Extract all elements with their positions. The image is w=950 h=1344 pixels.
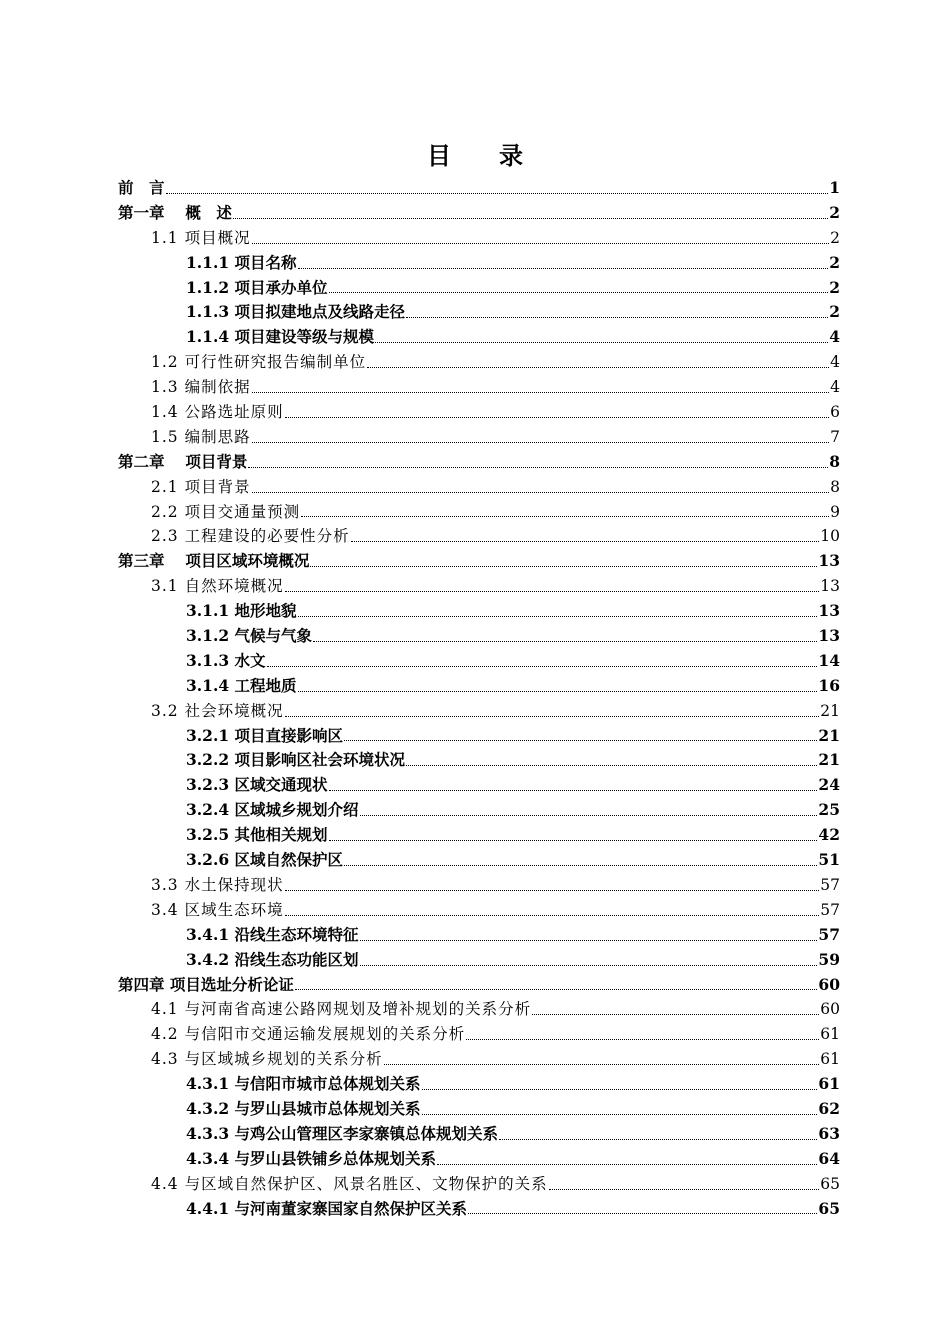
- toc-entry-page: 63: [818, 1123, 840, 1143]
- toc-entry-page: 57: [820, 900, 840, 919]
- toc-entry-page: 60: [818, 974, 840, 994]
- toc-entry-label: 4.3.3 与鸡公山管理区李家寨镇总体规划关系: [186, 1123, 499, 1143]
- toc-entry-page: 61: [820, 1050, 840, 1069]
- dot-leader: [298, 691, 818, 692]
- toc-entry-page: 61: [818, 1074, 840, 1094]
- toc-entry[interactable]: [118, 1172, 840, 1197]
- toc-entry-page: 2: [829, 252, 840, 272]
- toc-entry-label: 1.1.4 项目建设等级与规模: [186, 327, 375, 347]
- toc-entry-label: 1.1 项目概况: [151, 228, 251, 247]
- dot-leader: [329, 790, 818, 791]
- toc-entry-page: 60: [820, 1000, 840, 1019]
- dot-leader: [298, 268, 829, 269]
- dot-leader: [295, 989, 818, 990]
- toc-entry[interactable]: [118, 475, 840, 500]
- toc-entry-page: 14: [818, 650, 840, 670]
- toc-entry[interactable]: [118, 699, 840, 724]
- toc-entry-label: 1.4 公路选址原则: [151, 403, 284, 422]
- dot-leader: [329, 292, 829, 293]
- dot-leader: [248, 467, 828, 468]
- toc-entry-label: 4.3.4 与罗山县铁铺乡总体规划关系: [186, 1148, 437, 1168]
- toc-entry-page: 62: [818, 1098, 840, 1118]
- toc-entry-label: 3.1.2 气候与气象: [186, 626, 313, 646]
- toc-entry[interactable]: [118, 350, 840, 375]
- toc-entry-page: 10: [820, 527, 840, 546]
- toc-entry-page: 8: [830, 477, 840, 496]
- toc-entry-label: 3.1.4 工程地质: [186, 675, 297, 695]
- toc-entry-label: 3.2.3 区域交通现状: [186, 775, 328, 795]
- dot-leader: [351, 541, 820, 542]
- toc-entry-label: 第一章 概 述: [118, 202, 232, 222]
- toc-entry[interactable]: [118, 724, 840, 749]
- toc-entry-page: 21: [818, 725, 840, 745]
- toc-entry-page: 2: [829, 202, 840, 222]
- toc-entry-label: 2.1 项目背景: [151, 477, 251, 496]
- toc-entry[interactable]: [118, 300, 840, 325]
- toc-entry[interactable]: [118, 798, 840, 823]
- dot-leader: [344, 865, 817, 866]
- toc-entry-page: 64: [818, 1148, 840, 1168]
- toc-entry-page: 65: [818, 1198, 840, 1218]
- toc-entry-label: 3.2.4 区域城乡规划介绍: [186, 800, 359, 820]
- toc-entry-label: 3.3 水土保持现状: [151, 875, 284, 894]
- toc-entry[interactable]: [118, 873, 840, 898]
- toc-entry[interactable]: [118, 773, 840, 798]
- toc-entry-page: 51: [818, 850, 840, 870]
- toc-entry[interactable]: [118, 500, 840, 525]
- dot-leader: [437, 1164, 817, 1165]
- toc-entry-label: 1.1.1 项目名称: [186, 252, 297, 272]
- toc-entry-label: 前 言: [118, 178, 165, 197]
- dot-leader: [344, 740, 817, 741]
- toc-entry[interactable]: [118, 425, 840, 450]
- dot-leader: [285, 417, 830, 418]
- toc-entry-page: 1: [829, 178, 840, 197]
- toc-entry-page: 13: [818, 626, 840, 646]
- toc-entry-label: 3.1.3 水文: [186, 650, 266, 670]
- toc-entry[interactable]: [118, 748, 840, 773]
- toc-entry-page: 42: [818, 825, 840, 845]
- toc-entry[interactable]: [118, 649, 840, 674]
- toc-entry-label: 4.1 与河南省高速公路网规划及增补规划的关系分析: [151, 1000, 532, 1019]
- toc-entry[interactable]: [118, 574, 840, 599]
- toc-entry-page: 57: [818, 924, 840, 944]
- toc-entry[interactable]: [118, 848, 840, 873]
- toc-entry-page: 4: [830, 353, 840, 372]
- dot-leader: [313, 641, 817, 642]
- toc-entry-label: 4.2 与信阳市交通运输发展规划的关系分析: [151, 1025, 466, 1044]
- toc-entry-page: 16: [818, 675, 840, 695]
- toc-entry-page: 4: [830, 378, 840, 397]
- toc-entry-page: 9: [830, 502, 840, 521]
- toc-entry-page: 25: [818, 800, 840, 820]
- toc-entry[interactable]: [118, 823, 840, 848]
- dot-leader: [252, 392, 830, 393]
- toc-entry-label: 1.1.3 项目拟建地点及线路走径: [186, 302, 406, 322]
- dot-leader: [468, 1213, 817, 1214]
- toc-entry-label: 3.4.2 沿线生态功能区划: [186, 949, 359, 969]
- toc-entry-page: 7: [830, 427, 840, 446]
- toc-entry[interactable]: [118, 674, 840, 699]
- toc-entry-label: 3.2.6 区域自然保护区: [186, 850, 344, 870]
- toc-entry-page: 13: [820, 577, 840, 596]
- dot-leader: [406, 765, 817, 766]
- dot-leader: [285, 915, 820, 916]
- toc-entry[interactable]: [118, 948, 840, 973]
- toc-entry-page: 65: [820, 1174, 840, 1193]
- toc-entry[interactable]: [118, 176, 840, 201]
- toc-entry[interactable]: [118, 1147, 840, 1172]
- toc-entry[interactable]: [118, 923, 840, 948]
- toc-entry-label: 1.5 编制思路: [151, 427, 251, 446]
- toc-entry-label: 4.3.2 与罗山县城市总体规划关系: [186, 1098, 421, 1118]
- dot-leader: [298, 616, 818, 617]
- toc-entry-label: 3.2.2 项目影响区社会环境状况: [186, 750, 406, 770]
- toc-entry-page: 4: [829, 327, 840, 347]
- toc-entry-label: 3.4 区域生态环境: [151, 900, 284, 919]
- toc-entry-label: 第三章 项目区域环境概况: [118, 551, 310, 571]
- dot-leader: [166, 193, 829, 194]
- toc-entry-label: 3.2 社会环境概况: [151, 701, 284, 720]
- toc-entry-label: 4.4 与区域自然保护区、风景名胜区、文物保护的关系: [151, 1174, 548, 1193]
- toc-entry[interactable]: [118, 325, 840, 350]
- toc-entry-page: 59: [818, 949, 840, 969]
- dot-leader: [329, 840, 818, 841]
- dot-leader: [375, 342, 828, 343]
- dot-leader: [252, 442, 830, 443]
- dot-leader: [367, 367, 829, 368]
- dot-leader: [301, 516, 829, 517]
- toc-entry[interactable]: [118, 1047, 840, 1072]
- toc-entry-label: 2.3 工程建设的必要性分析: [151, 527, 350, 546]
- dot-leader: [466, 1039, 819, 1040]
- dot-leader: [285, 890, 820, 891]
- toc-entry[interactable]: [118, 1072, 840, 1097]
- toc-entry[interactable]: [118, 1097, 840, 1122]
- toc-entry-page: 2: [829, 277, 840, 297]
- toc-entry[interactable]: [118, 624, 840, 649]
- toc-entry-label: 第四章 项目选址分析论证: [118, 974, 294, 994]
- toc-entry[interactable]: [118, 276, 840, 301]
- toc-entry-page: 21: [820, 701, 840, 720]
- toc-entry[interactable]: [118, 973, 840, 998]
- toc-entry[interactable]: [118, 898, 840, 923]
- dot-leader: [252, 492, 830, 493]
- dot-leader: [267, 666, 818, 667]
- dot-leader: [549, 1189, 820, 1190]
- dot-leader: [406, 317, 828, 318]
- toc-entry-label: 3.4.1 沿线生态环境特征: [186, 924, 359, 944]
- toc-entry-label: 3.1.1 地形地貌: [186, 601, 297, 621]
- dot-leader: [360, 965, 818, 966]
- toc-entry-label: 3.2.1 项目直接影响区: [186, 725, 344, 745]
- toc-entry-label: 3.2.5 其他相关规划: [186, 825, 328, 845]
- dot-leader: [422, 1114, 818, 1115]
- toc-entry-label: 4.3 与区域城乡规划的关系分析: [151, 1050, 383, 1069]
- toc-entry[interactable]: [118, 599, 840, 624]
- toc-entry[interactable]: [118, 375, 840, 400]
- toc-entry[interactable]: [118, 549, 840, 574]
- toc-entry[interactable]: [118, 400, 840, 425]
- dot-leader: [532, 1014, 819, 1015]
- toc-entry-page: 2: [829, 302, 840, 322]
- toc-entry-label: 2.2 项目交通量预测: [151, 502, 301, 521]
- dot-leader: [360, 940, 818, 941]
- toc-entry-page: 13: [818, 601, 840, 621]
- dot-leader: [384, 1064, 820, 1065]
- toc-entry-page: 6: [830, 403, 840, 422]
- toc-entry[interactable]: [118, 1197, 840, 1222]
- dot-leader: [252, 243, 830, 244]
- toc-entry[interactable]: [118, 251, 840, 276]
- toc-entry-page: 61: [820, 1025, 840, 1044]
- toc-entry[interactable]: [118, 450, 840, 475]
- toc-entry[interactable]: [118, 1022, 840, 1047]
- toc-entry-page: 24: [818, 775, 840, 795]
- toc-entry[interactable]: [118, 226, 840, 251]
- table-of-contents: [118, 176, 840, 1221]
- toc-entry-label: 1.1.2 项目承办单位: [186, 277, 328, 297]
- dot-leader: [285, 716, 820, 717]
- toc-entry[interactable]: [118, 201, 840, 226]
- toc-title: 目 录: [427, 142, 523, 170]
- toc-entry-page: 13: [818, 551, 840, 571]
- dot-leader: [233, 218, 828, 219]
- toc-entry-label: 1.2 可行性研究报告编制单位: [151, 353, 367, 372]
- toc-entry-page: 2: [830, 228, 840, 247]
- toc-entry-label: 第二章 项目背景: [118, 451, 248, 471]
- toc-entry-page: 21: [818, 750, 840, 770]
- toc-entry-label: 4.4.1 与河南董家寨国家自然保护区关系: [186, 1198, 468, 1218]
- toc-entry-label: 3.1 自然环境概况: [151, 577, 284, 596]
- dot-leader: [360, 815, 818, 816]
- toc-entry[interactable]: [118, 1122, 840, 1147]
- dot-leader: [310, 566, 817, 567]
- toc-entry-page: 57: [820, 875, 840, 894]
- dot-leader: [422, 1089, 818, 1090]
- toc-entry-label: 1.3 编制依据: [151, 378, 251, 397]
- dot-leader: [285, 591, 820, 592]
- toc-entry-page: 8: [829, 451, 840, 471]
- dot-leader: [499, 1139, 817, 1140]
- toc-entry[interactable]: [118, 997, 840, 1022]
- toc-entry[interactable]: [118, 524, 840, 549]
- toc-entry-label: 4.3.1 与信阳市城市总体规划关系: [186, 1074, 421, 1094]
